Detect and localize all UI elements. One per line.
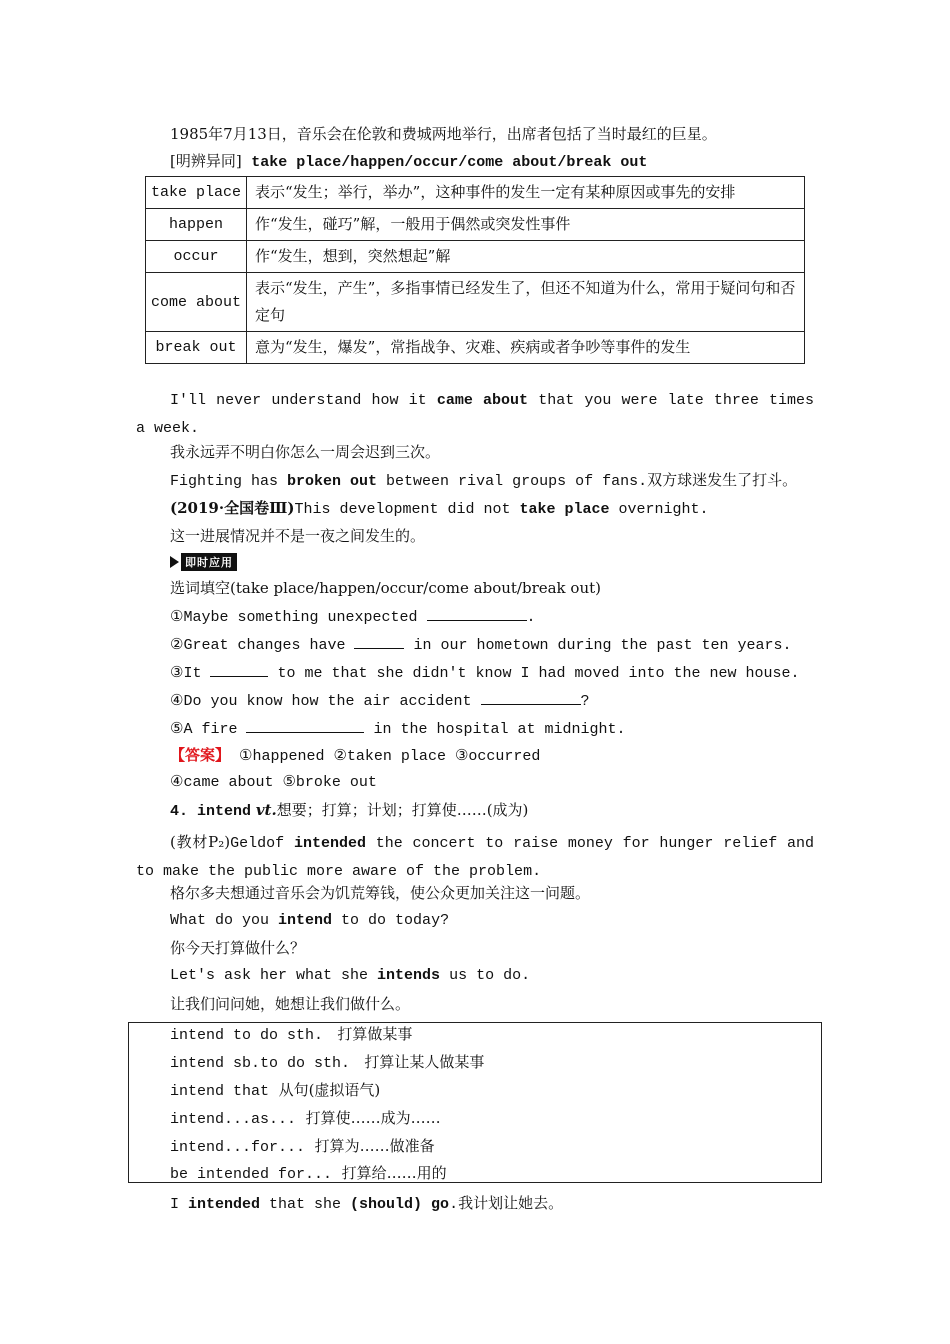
question-text: ②Great changes have [170, 637, 355, 654]
key-phrase: intended [188, 1196, 261, 1213]
usage-pattern: intend...as... [170, 1111, 297, 1128]
table-row [146, 209, 805, 241]
example-sentence [170, 498, 709, 520]
example-sentence [136, 387, 814, 443]
usage-meaning: 打算让某人做某事 [364, 1053, 485, 1071]
textbook-example [136, 828, 814, 886]
table-row [146, 273, 805, 332]
example-text: to do today? [332, 912, 450, 929]
answer-blank[interactable] [210, 662, 268, 677]
practice-question-4 [170, 690, 590, 712]
usage-item [170, 1052, 484, 1074]
example-text: the concert to raise money for hunger relief and to make the public more aware of the problem. [136, 835, 815, 880]
headword-meaning: 想要；打算；计划；打算使……(成为) [276, 801, 529, 819]
distinguish-label: [明辨异同] [170, 152, 242, 170]
example-text: I'll never understand how it [170, 392, 437, 409]
word-entry-heading [170, 800, 528, 822]
source-label: (教材P₂) [170, 833, 231, 851]
usage-item [170, 1108, 441, 1130]
instruction-text: 选词填空(take place/happen/occur/come about/break out) [170, 579, 601, 597]
example-sentence [170, 911, 449, 931]
table-term: break out [146, 332, 247, 364]
question-text: ④Do you know how the air accident [170, 693, 481, 710]
question-text: ? [580, 693, 590, 710]
usage-meaning: 从句(虚拟语气) [278, 1081, 381, 1099]
question-text: ⑤A fire [170, 721, 247, 738]
question-text: ①Maybe something unexpected [170, 609, 427, 626]
answer-line [170, 773, 377, 793]
distinguish-heading [170, 151, 647, 173]
usage-pattern: intend to do sth. [170, 1027, 324, 1044]
usage-item [170, 1080, 380, 1102]
table-term: come about [146, 273, 247, 332]
distinguish-terms: take place/happen/occur/come about/break out [251, 154, 648, 171]
table-meaning: 作“发生，碰巧”解，一般用于偶然或突发性事件 [247, 209, 805, 241]
triangle-icon [170, 556, 179, 568]
answer-blank[interactable] [481, 690, 581, 705]
table-row [146, 177, 805, 209]
question-text: . [526, 609, 536, 626]
answer-blank[interactable] [354, 634, 404, 649]
practice-question-1 [170, 606, 536, 628]
key-phrase: intended [293, 835, 366, 852]
key-phrase: broken out [287, 473, 378, 490]
usage-item [170, 1163, 447, 1185]
example-text: us to do. [440, 967, 531, 984]
example-text: that you were late three times a week. [136, 392, 815, 437]
example-translation: 我计划让她去。 [458, 1194, 564, 1212]
example-text: Let's ask her what she [170, 967, 378, 984]
table-meaning: 表示“发生；举行，举办”，这种事件的发生一定有某种原因或事先的安排 [247, 177, 805, 209]
headword: intend [197, 803, 252, 820]
example-text: between rival groups of fans. [377, 473, 648, 490]
intro-translation: 1985年7月13日，音乐会在伦敦和费城两地举行，出席者包括了当时最红的巨星。 [170, 125, 717, 143]
practice-badge-label: 即时应用 [181, 553, 237, 571]
practice-question-5 [170, 718, 626, 740]
question-text: ③It [170, 665, 211, 682]
example-text: I [170, 1196, 189, 1213]
example-sentence [170, 470, 797, 492]
key-phrase: take place [519, 501, 610, 518]
usage-pattern: be intended for... [170, 1166, 333, 1183]
usage-meaning: 打算给……用的 [341, 1164, 447, 1182]
example-text: Fighting has [170, 473, 288, 490]
example-sentence [170, 1193, 563, 1215]
example-text: Geldof [230, 835, 294, 852]
example-text: that she [260, 1196, 351, 1213]
usage-pattern: intend sb.to do sth. [170, 1055, 351, 1072]
entry-number: 4. [170, 803, 198, 820]
usage-meaning: 打算做某事 [337, 1025, 413, 1043]
usage-meaning: 打算为……做准备 [314, 1137, 435, 1155]
table-term: occur [146, 241, 247, 273]
table-term: take place [146, 177, 247, 209]
example-translation: 让我们问问她，她想让我们做什么。 [170, 995, 411, 1013]
usage-item [170, 1024, 412, 1046]
example-text: overnight. [609, 501, 709, 518]
source-label: (2019·全国卷Ⅲ) [170, 499, 295, 517]
practice-question-3 [170, 662, 800, 684]
example-text: What do you [170, 912, 279, 929]
table-row [146, 241, 805, 273]
example-translation: 你今天打算做什么？ [170, 939, 306, 957]
answer-line [170, 745, 540, 767]
key-phrase: intends [377, 967, 441, 984]
usage-item [170, 1136, 435, 1158]
question-text: to me that she didn't know I had moved into the new house. [268, 665, 800, 682]
table-meaning: 作“发生，想到，突然想起”解 [247, 241, 805, 273]
table-meaning: 意为“发生，爆发”，常指战争、灾难、疾病或者争吵等事件的发生 [247, 332, 805, 364]
answer-blank[interactable] [246, 718, 364, 733]
practice-instruction [170, 578, 601, 598]
part-of-speech: vt. [255, 801, 277, 819]
answer-text: ①happened ②taken place ③occurred [230, 748, 541, 765]
practice-badge [170, 554, 237, 570]
example-text: . [449, 1196, 459, 1213]
usage-meaning: 打算使……成为…… [305, 1109, 441, 1127]
example-translation: 格尔多夫想通过音乐会为饥荒筹钱，使公众更加关注这一问题。 [170, 884, 591, 902]
usage-pattern: intend...for... [170, 1139, 306, 1156]
answer-label: 【答案】 [170, 746, 231, 764]
table-meaning: 表示“发生，产生”，多指事情已经发生了，但还不知道为什么，常用于疑问句和否定句 [247, 273, 805, 332]
usage-pattern: intend that [170, 1083, 270, 1100]
answer-text: ④came about ⑤broke out [170, 774, 377, 791]
usage-box [128, 1022, 822, 1183]
question-text: in the hospital at midnight. [364, 721, 626, 738]
example-translation: 双方球迷发生了打斗。 [647, 471, 798, 489]
example-sentence [170, 966, 530, 986]
table-row [146, 332, 805, 364]
key-phrase: came about [436, 392, 529, 409]
example-translation: 我永远弄不明白你怎么一周会迟到三次。 [170, 443, 441, 461]
question-text: in our hometown during the past ten years. [404, 637, 792, 654]
example-translation: 这一进展情况并不是一夜之间发生的。 [170, 527, 426, 545]
practice-question-2 [170, 634, 792, 656]
key-phrase: intend [278, 912, 333, 929]
table-term: happen [146, 209, 247, 241]
answer-blank[interactable] [427, 606, 527, 621]
example-text: This development did not [294, 501, 520, 518]
key-phrase: (should) go [350, 1196, 450, 1213]
comparison-table [145, 176, 805, 364]
